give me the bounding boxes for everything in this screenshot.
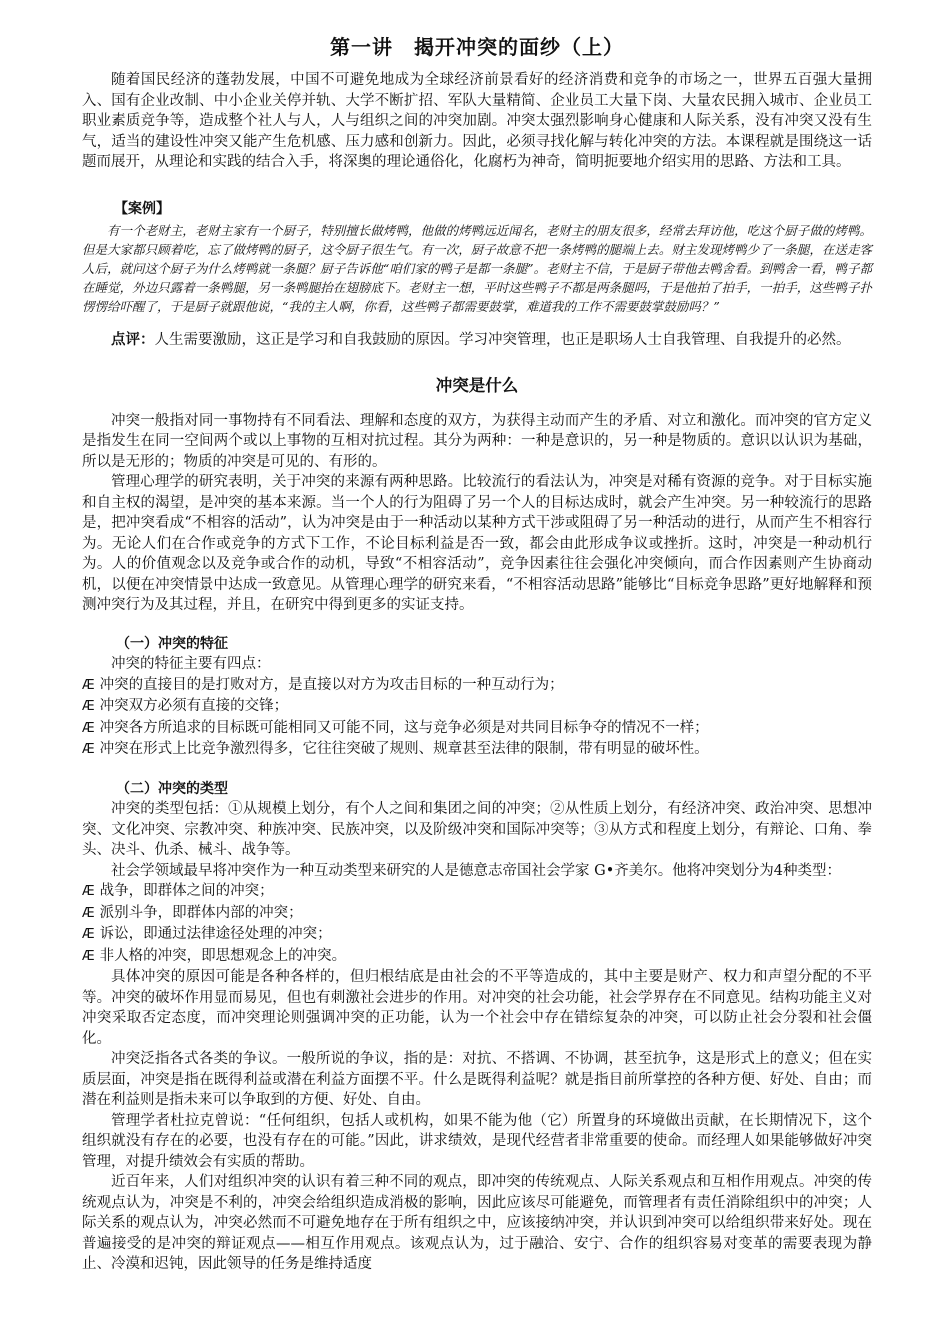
list-item-text: 冲突的直接目的是打败对方，是直接以对方为攻击目标的一种互动行为； bbox=[99, 676, 564, 693]
bullet-icon: Æ bbox=[82, 699, 95, 714]
list-item bbox=[82, 718, 872, 740]
list-item-text: 冲突各方所追求的目标既可能相同又可能不同，这与竞争必须是对共同目标争夺的情况不一样； bbox=[99, 719, 709, 736]
list-item-text: 非人格的冲突，即思想观念上的冲突。 bbox=[99, 947, 347, 964]
case-label: 【案例】 bbox=[114, 200, 170, 217]
dispute-paragraph: 冲突泛指各式各类的争议。一般所说的争议，指的是：对抗、不搭调、不协调，甚至抗争，这是形式上的意义；但在实质层面，冲突是指在既得利益或潜在利益方面摆不平。什么是既得利益呢？就是指目前所掌控的各种方便、好处、自由；而潜在利益则是指未来可以争取到的方便、好处、自由。 bbox=[82, 1051, 872, 1108]
list-item bbox=[82, 946, 872, 968]
bullet-icon: Æ bbox=[82, 927, 95, 942]
intro-paragraph: 随着国民经济的蓬勃发展，中国不可避免地成为全球经济前景看好的经济消费和竞争的市场之一，世界五百强大量拥入、国有企业改制、中小企业关停并轨、大学不断扩招、军队大量精简、企业员工大量下岗、大量农民拥入城市、企业员工职业素质竞争等，造成整个社人与人，人与组织之间的冲突加剧。冲突太强烈影响身心健康和人际关系，没有冲突又没有生气，适当的建设性冲突又能产生危机感、压力感和创新力。因此，必须寻找化解与转化冲突的方法。本课程就是围绕这一话题而展开，从理论和实践的结合入手，将深奥的理论通俗化，化腐朽为神奇，简明扼要地介绍实用的思路、方法和工具。 bbox=[82, 72, 872, 170]
types-paragraph: 冲突的类型包括：①从规模上划分，有个人之间和集团之间的冲突；②从性质上划分，有经济冲突、政治冲突、思想冲突、文化冲突、宗教冲突、种族冲突、民族冲突，以及阶级冲突和国际冲突等；③从方式和程度上划分，有辩论、口角、拳头、决斗、仇杀、械斗、战争等。 bbox=[82, 801, 872, 858]
types-heading: （二）冲突的类型 bbox=[116, 780, 228, 797]
list-item-text: 战争，即群体之间的冲突； bbox=[99, 883, 274, 899]
bullet-icon: Æ bbox=[82, 948, 95, 964]
features-list bbox=[82, 675, 872, 761]
views-paragraph: 近百年来，人们对组织冲突的认识有着三种不同的观点，即冲突的传统观点、人际关系观点和互相作用观点。冲突的传统观点认为，冲突是不利的，冲突会给组织造成消极的影响，因此应该尽可能避免，而管理者有责任消除组织中的冲突；人际关系的观点认为，冲突必然而不可避免地存在于所有组织之中，应该接纳冲突，并认识到冲突可以给组织带来好处。现在普遍接受的是冲突的辩证观点——相互作用观点。该观点认为，过于融洽、安宁、合作的组织容易对变革的需要表现为静止、冷漠和迟钝，因此领导的任务是维持适度 bbox=[82, 1174, 872, 1272]
list-item bbox=[82, 675, 872, 697]
case-text: 有一个老财主，老财主家有一个厨子，特别擅长做烤鸭，他做的烤鸭远近闻名，老财主的朋友很多，经常去拜访他，吃这个厨子做的烤鸭。但是大家都只顾着吃，忘了做烤鸭的厨子，这令厨子很生气。有一次，厨子故意不把一条烤鸭的腿端上去。财主发现烤鸭少了一条腿，在送走客人后，就问这个厨子为什么烤鸭就一条腿？厨子告诉他“咱们家的鸭子是都一条腿”。老财主不信，于是厨子带他去鸭舍看。到鸭舍一看，鸭子都在睡觉，外边只露着一条鸭腿，另一条鸭腿抬在翅膀底下。老财主一想，平时这些鸭子不都是两条腿吗，于是他拍了拍手，一拍手，这些鸭子扑愣愣给吓醒了，于是厨子就跟他说，“我的主人啊，你看，这些鸭子都需要鼓掌，难道我的工作不需要鼓掌鼓励吗？” bbox=[82, 223, 872, 314]
list-item-text: 冲突在形式上比竞争激烈得多，它往往突破了规则、规章甚至法律的限制，带有明显的破坏性。 bbox=[99, 741, 709, 757]
page-title: 第一讲 揭开冲突的面纱（上） bbox=[330, 35, 624, 59]
drucker-paragraph: 管理学者杜拉克曾说：“任何组织，包括人或机构，如果不能为他（它）所置身的环境做出贡献，在长期情况下，这个组织就没有存在的必要，也没有存在的可能。”因此，讲求绩效，是现代经营者非常重要的使命。而经理人如果能够做好冲突管理，对提升绩效会有实质的帮助。 bbox=[82, 1112, 872, 1170]
list-item bbox=[82, 881, 872, 903]
list-item bbox=[82, 696, 872, 718]
bullet-icon: Æ bbox=[82, 742, 95, 757]
features-heading: （一）冲突的特征 bbox=[116, 635, 228, 652]
types-list bbox=[82, 881, 872, 967]
bullet-icon: Æ bbox=[82, 677, 95, 693]
comment-label: 点评： bbox=[111, 332, 155, 348]
bullet-icon: Æ bbox=[82, 905, 95, 921]
comment-text: 人生需要激励，这正是学习和自我鼓励的原因。学习冲突管理，也正是职场人士自我管理、自我提升的必然。 bbox=[154, 332, 851, 348]
comment-paragraph bbox=[82, 330, 872, 351]
bullet-icon: Æ bbox=[82, 884, 95, 899]
section-title: 冲突是什么 bbox=[435, 375, 519, 395]
list-item bbox=[82, 739, 872, 761]
list-item-text: 冲突双方必须有直接的交锋； bbox=[99, 698, 289, 714]
spacer bbox=[82, 173, 872, 193]
features-lead: 冲突的特征主要有四点： bbox=[111, 656, 271, 672]
simmel-paragraph: 社会学领域最早将冲突作为一种互动类型来研究的人是德意志帝国社会学家 G•齐美尔。他将冲突划分为4种类型： bbox=[111, 862, 841, 879]
list-item bbox=[82, 903, 872, 925]
list-item bbox=[82, 924, 872, 946]
definition-paragraph: 冲突一般指对同一事物持有不同看法、理解和态度的双方，为获得主动而产生的矛盾、对立和激化。而冲突的官方定义是指发生在同一空间两个或以上事物的互相对抗过程。其分为两种：一种是意识的，另一种是物质的。意识以认识为基础，所以是无形的；物质的冲突是可见的、有形的。 bbox=[82, 412, 872, 470]
list-item-text: 派别斗争，即群体内部的冲突； bbox=[99, 904, 303, 921]
bullet-icon: Æ bbox=[82, 720, 95, 736]
list-item-text: 诉讼，即通过法律途径处理的冲突； bbox=[99, 926, 332, 942]
causes-paragraph: 具体冲突的原因可能是各种各样的，但归根结底是由社会的不平等造成的，其中主要是财产、权力和声望分配的不平等。冲突的破坏作用显而易见，但也有刺激社会进步的作用。对冲突的社会功能，社会学界存在不同意见。结构功能主义对冲突采取否定态度，而冲突理论则强调冲突的正功能，认为一个社会中存在错综复杂的冲突，可以防止社会分裂和社会僵化。 bbox=[82, 969, 872, 1047]
sources-paragraph: 管理心理学的研究表明，关于冲突的来源有两种思路。比较流行的看法认为，冲突是对稀有资源的竞争。对于目标实施和自主权的渴望，是冲突的基本来源。当一个人的行为阻碍了另一个人的目标达成时，就会产生冲突。另一种较流行的思路是，把冲突看成“不相容的活动”，认为冲突是由于一种活动以某种方式干涉或阻碍了另一种活动的进行，从而产生不相容行为。无论人们在合作或竞争的方式下工作，不论目标利益是否一致，都会由此形成争议或挫折。这时，冲突是一种动机行为。人的价值观念以及竞争或合作的动机，导致“不相容活动”，竞争因素往往会强化冲突倾向，而合作因素则产生协商动机，以便在冲突情景中达成一致意见。从管理心理学的研究来看，“不相容活动思路”能够比“目标竞争思路”更好地解释和预测冲突行为及其过程，并且，在研究中得到更多的实证支持。 bbox=[82, 474, 872, 613]
